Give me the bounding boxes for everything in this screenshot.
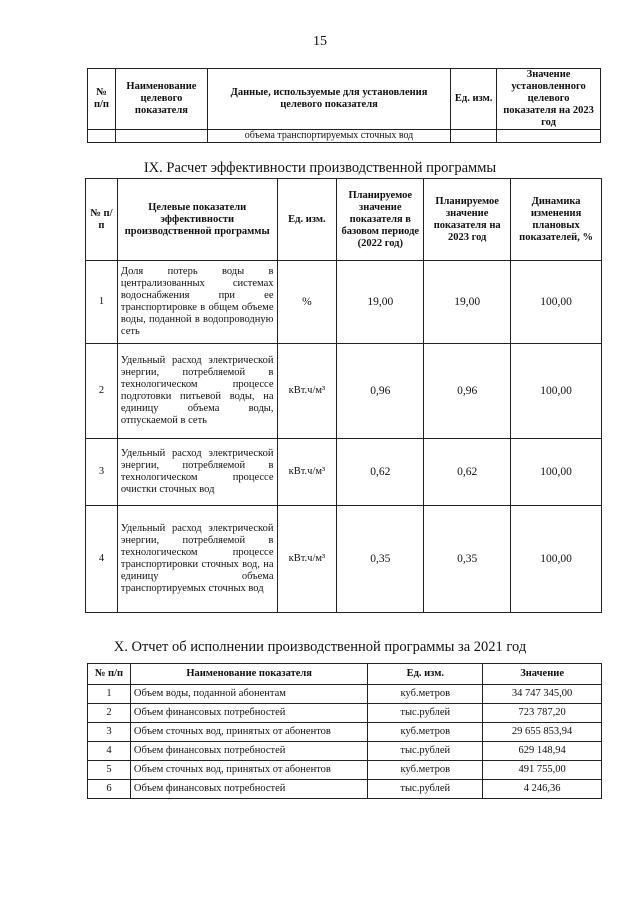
- indicator-name: Объем финансовых потребностей: [130, 742, 367, 761]
- header-cell: № п/п: [88, 69, 116, 130]
- dynamics-value: 100,00: [511, 344, 602, 439]
- dynamics-value: 100,00: [511, 261, 602, 344]
- indicator-name: Удельный расход электрической энергии, потребляемой в технологическом процессе очистки сточных вод: [117, 439, 277, 506]
- dynamics-value: 100,00: [511, 506, 602, 613]
- value: 629 148,94: [483, 742, 602, 761]
- header-cell: Динамика изменения плановых показателей, %: [511, 179, 602, 261]
- header-cell: Данные, используемые для установления целевого показателя: [207, 69, 450, 130]
- header-cell: Ед. изм.: [451, 69, 497, 130]
- plan-value: 0,96: [424, 344, 511, 439]
- value: 4 246,36: [483, 780, 602, 799]
- row-number: 3: [86, 439, 118, 506]
- plan-value: 19,00: [424, 261, 511, 344]
- row-number: 2: [86, 344, 118, 439]
- table-header-row: [88, 69, 601, 130]
- table-row: [88, 685, 602, 704]
- indicator-name: Удельный расход электрической энергии, потребляемой в технологическом процессе подготовки питьевой воды, на единицу объема воды, отпускаемой в сеть: [117, 344, 277, 439]
- table-row: [88, 742, 602, 761]
- plan-value: 0,62: [424, 439, 511, 506]
- unit: тыс.рублей: [368, 704, 483, 723]
- table-row: [86, 261, 602, 344]
- base-value: 19,00: [337, 261, 424, 344]
- value: 491 755,00: [483, 761, 602, 780]
- table-row: [86, 344, 602, 439]
- table-cell: объема транспортируемых сточных вод: [207, 130, 450, 143]
- plan-value: 0,35: [424, 506, 511, 613]
- unit: кВт.ч/м³: [277, 506, 337, 613]
- table-row: [88, 704, 602, 723]
- header-cell: Наименование целевого показателя: [115, 69, 207, 130]
- header-cell: Наименование показателя: [130, 664, 367, 685]
- value: 723 787,20: [483, 704, 602, 723]
- row-number: 1: [88, 685, 131, 704]
- indicator-name: Объем воды, поданной абонентам: [130, 685, 367, 704]
- unit: кВт.ч/м³: [277, 344, 337, 439]
- table-row: [86, 439, 602, 506]
- section-10-title: X. Отчет об исполнении производственной программы за 2021 год: [113, 639, 527, 655]
- header-cell: Целевые показатели эффективности производственной программы: [117, 179, 277, 261]
- indicator-name: Объем сточных вод, принятых от абонентов: [130, 761, 367, 780]
- indicator-name: Объем финансовых потребностей: [130, 704, 367, 723]
- base-value: 0,35: [337, 506, 424, 613]
- table-row: [86, 506, 602, 613]
- indicator-name: Объем финансовых потребностей: [130, 780, 367, 799]
- row-number: 4: [86, 506, 118, 613]
- table-row: [88, 723, 602, 742]
- row-number: 6: [88, 780, 131, 799]
- table-cell: [497, 130, 601, 143]
- unit: куб.метров: [368, 685, 483, 704]
- unit: куб.метров: [368, 723, 483, 742]
- header-cell: Значение установленного целевого показателя на 2023 год: [497, 69, 601, 130]
- table-header-row: [88, 664, 602, 685]
- base-value: 0,62: [337, 439, 424, 506]
- table-row: [88, 761, 602, 780]
- page-number: 15: [313, 34, 327, 49]
- row-number: 3: [88, 723, 131, 742]
- target-indicators-table-continuation: [87, 68, 601, 143]
- row-number: 4: [88, 742, 131, 761]
- base-value: 0,96: [337, 344, 424, 439]
- row-number: 5: [88, 761, 131, 780]
- value: 29 655 853,94: [483, 723, 602, 742]
- table-cell: [451, 130, 497, 143]
- dynamics-value: 100,00: [511, 439, 602, 506]
- efficiency-table: [85, 178, 602, 613]
- section-9-title: IX. Расчет эффективности производственной программы: [143, 160, 497, 176]
- unit: тыс.рублей: [368, 780, 483, 799]
- header-cell: № п/п: [88, 664, 131, 685]
- row-number: 1: [86, 261, 118, 344]
- indicator-name: Доля потерь воды в централизованных системах водоснабжения при ее транспортировке в общем объеме воды, поданной в водопроводную сеть: [117, 261, 277, 344]
- header-cell: Ед. изм.: [368, 664, 483, 685]
- unit: кВт.ч/м³: [277, 439, 337, 506]
- table-row: [88, 780, 602, 799]
- table-cell: [115, 130, 207, 143]
- table-header-row: [86, 179, 602, 261]
- unit: %: [277, 261, 337, 344]
- indicator-name: Удельный расход электрической энергии, потребляемой в технологическом процессе транспортировки сточных вод, на единицу объема транспортируемых сточных вод: [117, 506, 277, 613]
- header-cell: № п/п: [86, 179, 118, 261]
- header-cell: Значение: [483, 664, 602, 685]
- unit: тыс.рублей: [368, 742, 483, 761]
- header-cell: Планируемое значение показателя в базовом периоде (2022 год): [337, 179, 424, 261]
- value: 34 747 345,00: [483, 685, 602, 704]
- unit: куб.метров: [368, 761, 483, 780]
- header-cell: Планируемое значение показателя на 2023 год: [424, 179, 511, 261]
- header-cell: Ед. изм.: [277, 179, 337, 261]
- row-number: 2: [88, 704, 131, 723]
- indicator-name: Объем сточных вод, принятых от абонентов: [130, 723, 367, 742]
- table-cell: [88, 130, 116, 143]
- program-report-table: [87, 663, 602, 799]
- table-row: [88, 130, 601, 143]
